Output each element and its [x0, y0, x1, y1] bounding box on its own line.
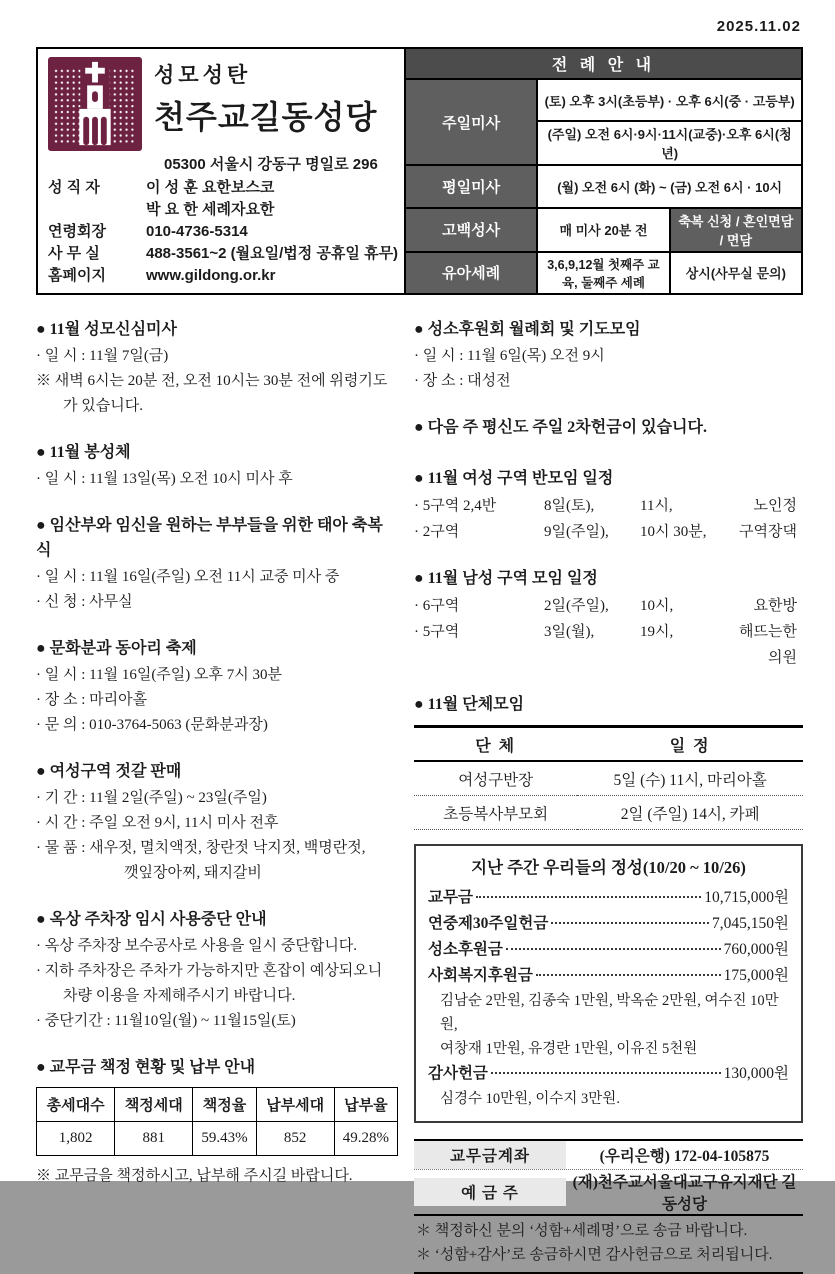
dot-leader [476, 896, 701, 898]
text-line: · 일 시 : 11월 16일(주일) 오후 7시 30분 [36, 667, 282, 683]
meeting-place: 노인정 [753, 498, 797, 514]
offering-label: 성소후원금 [428, 941, 503, 958]
text-line: · 장 소 : 마리아홀 [36, 692, 148, 708]
col-header: 총세대수 [37, 1088, 115, 1122]
dot-leader [506, 948, 721, 950]
section-jeotgal-sale [36, 759, 398, 886]
text-line: · 중단기간 : 11월10일(월) ~ 11월15일(토) [36, 1013, 296, 1029]
section-title: ● 옥상 주차장 임시 사용중단 안내 [36, 911, 267, 928]
info-line-homepage [48, 265, 404, 287]
meeting-date: 8일(토), [544, 498, 595, 514]
infant-baptism-schedule: 3,6,9,12월 첫째주 교육, 둘째주 세례 [537, 252, 669, 294]
table-row [414, 761, 803, 796]
district: · 6구역 [414, 598, 460, 614]
weekday-mass-times: (월) 오전 6시 (화) ~ (금) 오전 6시 · 10시 [537, 165, 802, 207]
col-header: 책정세대 [115, 1088, 193, 1122]
fee-status-table [36, 1087, 398, 1156]
info-line-clergy [48, 177, 404, 199]
text-line: · 문 의 : 010-3764-5063 (문화분과장) [36, 717, 268, 733]
district: · 5구역 [414, 624, 460, 640]
parish-name: 천주교길동성당 [154, 99, 378, 135]
blessing-consult-cell: 축복 신청 / 혼인면담 / 면담 [670, 208, 802, 252]
table-header-row [414, 727, 803, 762]
schedule-row [414, 619, 803, 671]
liturgy-table-title: 전 례 안 내 [405, 48, 802, 79]
cell-pledge-rate: 59.43% [193, 1122, 256, 1156]
text-line: · 일 시 : 11월 6일(목) 오전 9시 [414, 348, 605, 364]
homepage-url: www.gildong.or.kr [146, 267, 276, 284]
confession-label: 고백성사 [405, 208, 537, 252]
info-label: 사 무 실 [48, 245, 100, 262]
meeting-place: 구역장댁 [739, 524, 797, 540]
text-line: · 옥상 주차장 보수공사로 사용을 일시 중단합니다. [36, 938, 358, 954]
account-number: (우리은행) 172-04-105875 [599, 1148, 770, 1165]
cell-group-schedule: 5일 (수) 11시, 마리아홀 [577, 761, 803, 796]
account-row [414, 1139, 803, 1170]
text-line: · 시 간 : 주일 오전 9시, 11시 미사 전후 [36, 815, 279, 831]
donor-list-line: 김남순 2만원, 김종숙 1만원, 박옥순 2만원, 여수진 10만원, [440, 993, 779, 1033]
account-note-line: ＊ ‘성함+감사’로 송금하시면 감사헌금으로 처리됩니다. [416, 1247, 773, 1263]
info-value: 010-4736-5314 [146, 223, 248, 240]
section-culture-festival [36, 636, 398, 738]
table-row [37, 1122, 398, 1156]
info-value: 박 요 한 세례자요한 [146, 201, 275, 218]
cell-group-name: 초등복사부모회 [414, 796, 577, 830]
section-fetus-blessing [36, 513, 398, 615]
section-title: ● 문화분과 동아리 축제 [36, 640, 197, 657]
meeting-date: 9일(주일), [544, 524, 609, 540]
section-marian-mass [36, 317, 398, 419]
meeting-time: 10시, [640, 598, 674, 614]
text-line: · 기 간 : 11월 2일(주일) ~ 23일(주일) [36, 790, 267, 806]
section-parking-notice [36, 907, 398, 1034]
fee-note: ※ 교무금을 책정하시고, 납부해 주시길 바랍니다. [36, 1168, 353, 1184]
left-column [36, 317, 398, 1274]
account-notes [414, 1216, 803, 1274]
account-label: 예 금 주 [414, 1178, 566, 1206]
meeting-time: 11시, [640, 498, 673, 514]
offering-label: 연중제30주일헌금 [428, 915, 549, 932]
dot-leader [536, 974, 721, 976]
info-line-clergy-2 [48, 199, 404, 221]
issue-date: 2025.11.02 [716, 18, 801, 35]
cell-group-name: 여성구반장 [414, 761, 577, 796]
section-title: ● 교무금 책정 현황 및 납부 안내 [36, 1059, 256, 1076]
section-title: ● 11월 여성 구역 반모임 일정 [414, 470, 614, 487]
text-line: 깻잎장아찌, 돼지갈비 [124, 865, 262, 881]
dot-leader [491, 1072, 721, 1074]
schedule-row [414, 593, 803, 619]
parish-identity-box [36, 47, 406, 295]
dot-leader [551, 922, 709, 924]
offering-label: 감사헌금 [428, 1065, 488, 1082]
district: · 5구역 2,4반 [414, 498, 497, 514]
offering-item [428, 885, 789, 911]
section-men-district-meetings [414, 566, 803, 671]
section-women-district-meetings [414, 466, 803, 545]
info-label: 홈페이지 [48, 267, 106, 284]
col-header: 책정율 [193, 1088, 256, 1122]
text-line: 차량 이용을 자제해주시기 바랍니다. [63, 988, 296, 1004]
offering-amount: 760,000원 [723, 941, 789, 958]
col-header-schedule: 일 정 [577, 727, 803, 762]
section-second-collection [414, 415, 803, 440]
text-line: · 일 시 : 11월 7일(금) [36, 348, 169, 364]
infant-baptism-label: 유아세례 [405, 252, 537, 294]
weekday-mass-label: 평일미사 [405, 165, 537, 207]
infant-baptism-inquiry: 상시(사무실 문의) [670, 252, 802, 294]
text-line: 가 있습니다. [63, 398, 143, 414]
section-fee-status [36, 1055, 398, 1189]
meeting-place: 해뜨는한의원 [739, 624, 797, 666]
col-header: 납부율 [334, 1088, 397, 1122]
section-title: ● 성소후원회 월례회 및 기도모임 [414, 321, 641, 338]
liturgy-table-wrap [404, 47, 803, 295]
offering-label: 교무금 [428, 889, 473, 906]
section-title: ● 임산부와 임신을 원하는 부부들을 위한 태아 축복식 [36, 517, 383, 559]
cell-total-households: 1,802 [37, 1122, 115, 1156]
info-label [48, 199, 134, 221]
text-line: ※ 새벽 6시는 20분 전, 오전 10시는 30분 전에 위령기도 [36, 373, 388, 389]
offering-title: 지난 주간 우리들의 정성(10/20 ~ 10/26) [471, 858, 746, 877]
offering-amount: 10,715,000원 [704, 889, 789, 906]
cell-payment-rate: 49.28% [334, 1122, 397, 1156]
offering-item [428, 911, 789, 937]
offering-label: 사회복지후원금 [428, 967, 533, 984]
section-title: ● 11월 봉성체 [36, 444, 131, 461]
parish-season-subtitle: 성모성탄 [154, 64, 252, 87]
info-line-chair-phone [48, 221, 404, 243]
text-line: · 일 시 : 11월 13일(목) 오전 10시 미사 후 [36, 471, 293, 487]
donor-list-line: 심경수 10만원, 이수지 3만원. [440, 1091, 620, 1107]
info-label: 연령회장 [48, 223, 106, 240]
schedule-row [414, 519, 803, 545]
text-line: · 지하 주차장은 주차가 가능하지만 혼잡이 예상되오니 [36, 963, 383, 979]
text-line: · 장 소 : 대성전 [414, 373, 511, 389]
info-value: 488-3561~2 (월요일/법정 공휴일 휴무) [146, 245, 399, 262]
offering-item [428, 937, 789, 963]
section-title: ● 여성구역 젓갈 판매 [36, 763, 182, 780]
sunday-mass-saturday: (토) 오후 3시(초등부) · 오후 6시(중 · 고등부) [537, 79, 802, 121]
col-header: 납부세대 [256, 1088, 334, 1122]
section-vocation-meeting [414, 317, 803, 394]
fee-account-block [414, 1139, 803, 1274]
main-content [36, 317, 803, 1274]
account-label: 교무금계좌 [414, 1141, 566, 1169]
section-title: ● 11월 단체모임 [414, 696, 525, 713]
offering-item [428, 1061, 789, 1087]
sunday-mass-label: 주일미사 [405, 79, 537, 165]
offering-amount: 130,000원 [723, 1065, 789, 1082]
text-line: · 물 품 : 새우젓, 멸치액젓, 창란젓 낙지젓, 백명란젓, [36, 840, 366, 856]
section-group-meetings [414, 692, 803, 830]
meeting-date: 2일(주일), [544, 598, 609, 614]
meeting-time: 10시 30분, [640, 524, 707, 540]
meeting-time: 19시, [640, 624, 674, 640]
section-title: ● 다음 주 평신도 주일 2차헌금이 있습니다. [414, 419, 707, 436]
offering-amount: 7,045,150원 [712, 915, 789, 932]
info-value: 이 성 훈 요한보스코 [146, 179, 275, 196]
liturgy-schedule-table [404, 47, 803, 295]
account-row [414, 1170, 803, 1216]
account-holder: (재)천주교서울대교구유지재단 길동성당 [572, 1174, 797, 1213]
section-communion-visits [36, 440, 398, 492]
meeting-place: 요한방 [753, 598, 797, 614]
group-meeting-table [414, 725, 803, 830]
meeting-date: 3일(월), [544, 624, 595, 640]
right-column [414, 317, 803, 1274]
col-header-group: 단 체 [414, 727, 577, 762]
offering-amount: 175,000원 [723, 967, 789, 984]
table-header-row [37, 1088, 398, 1122]
sunday-mass-sunday: (주일) 오전 6시·9시·11시(교중)·오후 6시(청년) [537, 121, 802, 165]
cell-paid-households: 852 [256, 1122, 334, 1156]
table-row [414, 796, 803, 830]
account-note-line: ＊ 책정하신 분의 ‘성함+세례명’으로 송금 바랍니다. [416, 1223, 748, 1239]
text-line: · 신 청 : 사무실 [36, 594, 133, 610]
church-logo-icon [48, 57, 142, 151]
confession-time: 매 미사 20분 전 [537, 208, 669, 252]
cell-pledged-households: 881 [115, 1122, 193, 1156]
section-title: ● 11월 성모신심미사 [36, 321, 177, 338]
text-line: · 일 시 : 11월 16일(주일) 오전 11시 교중 미사 중 [36, 569, 340, 585]
schedule-row [414, 493, 803, 519]
info-line-office-phone [48, 243, 404, 265]
weekly-offering-box [414, 844, 803, 1123]
cell-group-schedule: 2일 (주일) 14시, 카페 [577, 796, 803, 830]
section-title: ● 11월 남성 구역 모임 일정 [414, 570, 598, 587]
parish-address: 05300 서울시 강동구 명일로 296 [164, 156, 378, 173]
offering-item [428, 963, 789, 989]
header [36, 47, 803, 295]
donor-list-line: 여창재 1만원, 유경란 1만원, 이유진 5천원 [440, 1041, 698, 1057]
info-label: 성 직 자 [48, 179, 100, 196]
district: · 2구역 [414, 524, 460, 540]
